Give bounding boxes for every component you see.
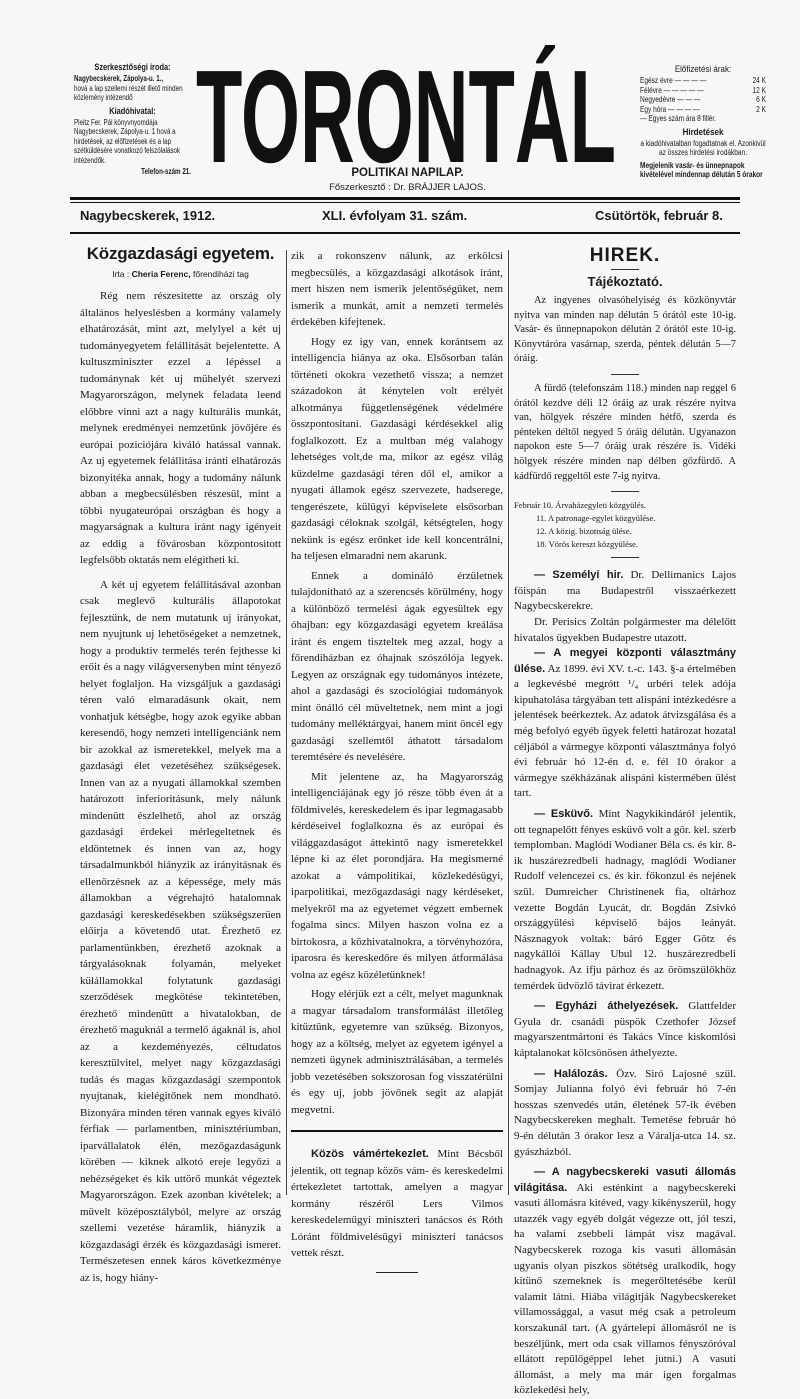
divider (611, 269, 639, 270)
article-paragraph: A két uj egyetem felállitásával azonban csak meglevő kulturális állapotokat fejlesztünk, de nem mutatunk uj irányokat, nem nyujtunk uj lehetőségeket a nemzetnek, hogy a produktiv termelés terén fejthesse ki erőit és a nagy világversenyben mint tényező helyet foglaljon. Ha vizsgáljuk a gazdasági téren való elmaradásunk okait, nem vonhatjuk kétségbe, hogy azok egyike abban keresendő, hogy nemzeti intelligenciánk nem bir azokkal az ismeretekkel, melyek ma a gazdasági élet vezetéséhez szükségesek. Innen van az a nyugati államokkal szemben határozott inferioritásunk, mely nálunk mindenütt észlelhető, ahol az ország gazdasági érdekei mérlegeltetnek és eldöntetnek és innen van az, hogy társadalmunkból hiányzik az irányitásnak és ellenőrzésnek az a képessége, mely más államokban a végrehajtó hatalomnak gazdasági kereskedésekben szükségszerüen előirja a követendő utat. Érezhető ez parlamentünkben, érezhető azoknak a tárgyalásoknak folyamán, melyeket külállamokkal folytatunk gazdasági szerződések megkötése tekintetében, érezhető mindenütt a hivatalokban, de érezhető maguknál a termelő ágaknál is, ahol az a kezdeményezés, céltudatos keresztülvitel, melyet nagy közgazdasági tudás és magas közgazdasági szempontok nyujtanak, kielégitőnek nem mondható. Bizonyára minden téren vannak egyes kiváló férfiak — parlamentben, minisztériumban, iparvállalatok élén, mezőgazdaságunk körében — kiknek alkotó ereje legyőzi a nehézségeket és kik uttörő munkát végeztek Magyarországon. Ezek azonban kivételek; a müvelt középosztályból, melyre az ország szellemi vezetése háramlik, hiányzik a közgazdasági érzék és közgazdasági ismeret. Természetesen ennek káros következménye az is, hogy hiány- (80, 578, 281, 1284)
ads-text: a kiadóhivatalban fogadtatnak el. Azonkivül az összes hirdetési irodákban. (640, 138, 766, 157)
news-item-county-committee: — A megyei központi választmány ülése. Az 1899. évi XV. t.-c. 143. §-a értelmében a legkevésbé megrótt ¹/₄ urbéri telek adója kipuhatolása tárgyában tett alispáni intézkedésre a jelentések beérkeztek. Az adatok átvizsgálása és a még befolyó egyéb ügyek feletti határozat hozatal céljából a vármegye központi választmánya folyó évi február hó 12-én d. e. fél 10 órakor a vármegye székházának alispáni kistermében ülést tart. (514, 647, 736, 800)
news-item-vamertekezlet: Közös vámértekezlet. Mint Bécsből jelentik, ott tegnap közös vám- és kereskedelmi értekezletet tartottak, amelyen a magyar kormány részéről Lers Vilmos kereskedelemügyi miniszteri tanácsos és Róth Lóránt földmivelésügyi miniszteri tanácsos vettek részt. (291, 1148, 503, 1259)
price-row: Félévre — — — — — 12 K (640, 85, 766, 95)
event-schedule (514, 499, 736, 551)
news-section-title: HIREK. (589, 245, 661, 266)
article-column-2 (291, 248, 503, 1273)
article-column-1 (80, 246, 281, 1286)
end-rule (376, 1272, 418, 1273)
news-item-station-lighting: — A nagybecskereki vasuti állomás világitása. Aki esténkint a nagybecskereki vasuti állomásra kitéved, vagy kikényszerül, hogy utazzék vagy egyéb dolgát végezze ott, jól teszi, ha valami zsebbeli lámpát visz magával. Nagybecskerek rozoga kis vasuti állomásán ugyanis olyan piszkos sötétség uralkodik, hogy kitünő szemeknek is megerőltetésébe kerül valamit látni. Hiába világitják Nagybecskereket villamossággal, a vasut még csak a petroleum korszakunál tart. (A gyártelepi állomásról ne is beszéljünk, mert oda csak villamos fényszóróval ellátott repülőgéppel lehet jutni.) A vasuti állomást, a mely ma már igen forgalmas közlekedési hely, (514, 1166, 736, 1397)
price-row: Egy hóra — — — — 2 K (640, 104, 766, 114)
column-divider (286, 250, 287, 1195)
event-item: 12. A közig. bizottság ülése. (536, 526, 632, 537)
phone-number: Telefon-szám 21. (141, 167, 191, 176)
article-byline: Irta : Cheria Ferenc, főrendiházi tag (112, 268, 249, 279)
office-title: Szerkesztőségi iroda: (94, 62, 171, 73)
event-item: Február 10. Árvaházegyleti közgyülés. (514, 500, 646, 511)
office-text: hová a lap szellemi részét illető minden közlemény intézendő (74, 83, 183, 102)
editorial-office-box (74, 62, 191, 177)
info-title: Tájékoztató. (587, 273, 663, 289)
article-paragraph: Rég nem részesitette az ország oly általános helyeslésben a kormány valamely elhatározását, mint azt, melylyel a két uj tudományegyetem felállitását bejelentette. A kultuszminiszter ezzel a lépéssel a tudománynak két uj mühelyét szervezi Magyarországon, melynek feladata leend előbbre vinni azt a nagy kulturális munkát, melynek eredményei nemzetünk jövőjére és európai poziciójára kiváló hatással vannak. Az uj egyetemek felállitása iránti elhatározás bizonyitéka annak, hogy a tudomány nálunk abban a megbecsülésben részesül, mint a többi nyugateurópai országban és hogy a magyarságnak a kultura iránt nagy igényeit az eddig a fővárosban központositott legfelsőbb oktatás nem elégitheti ki. (80, 290, 281, 566)
masthead-logo (194, 44, 620, 166)
news-item-death: — Halálozás. Özv. Siró Lajosné szül. Somjay Julianna folyó évi február hó 7-én hosszas szenvedés után, életének 57-ik évében Nagybecskereken meghalt. Temetése február hó 9-én délután 3 órakor lesz a Váralja-utca 14. sz. gyászházból. (514, 1067, 736, 1158)
dateline-place-year: Nagybecskerek, 1912. (80, 208, 216, 223)
divider (611, 374, 639, 375)
masthead-title: TORONTÁL (196, 44, 616, 166)
event-item: 18. Vörös kereszt közgyülése. (536, 539, 639, 550)
info-paragraph-library: Az ingyenes olvasóhelyiség és közkönyvtár nyitva van minden nap délután 5 órától este 10-ig. Vasár- és ünnepnapokon délután 2 órától este 10-ig. Könyvtárórа vasárnap, szerda, péntek délután 5—7 óráig. (514, 295, 736, 365)
subscription-box (640, 64, 766, 180)
author-name: Cheria Ferenc, (131, 268, 191, 279)
article-paragraph: Mit jelentene az, ha Magyarország intelligenciájának egy jó része több éven át a földmivelés, kereskedelem és ipar legmagasabb kérdéseivel foglalkozna és az európai és világgazdaságot áttekintő nagy ismeretekkel lépne ki az élet porondjára. Ha megismerné azokat a vámpolitikai, közlekedésügyi, iparpolitikai, mezőgazdasági nagy kérdéseket, melyekről ma az egyetemet végzett embernek fogalma sincs. Milyen haszon volna ez a birtokosra, a közhivatalnokra, a törvényhozóra, iparosra és kereskedőre és milyen átformálása volna az egész közéletünknek! (291, 770, 503, 981)
header-double-rule (70, 197, 740, 200)
news-item-church-transfers: — Egyházi áthelyezések. Glattfelder Gyula dr. csanádi püspök Czethofer József magyarszentmártoni és Takács Vince kiskomlósi káptalanokat kölcsönösen áthelyezte. (514, 1000, 736, 1059)
news-item-personal-2: Dr. Perisics Zoltán polgármester ma délelőtt hivatalos ügyekben Budapestre utazott. (514, 615, 736, 644)
article-title: Közgazdasági egyetem. (86, 244, 275, 263)
article-paragraph: Ennek a domináló érzületnek tulajdonitható az a szerencsés körülmény, hogy a különböző termelési ágak egyesültek egy óhajban: egy közgazdasági egyetem kreálása iránt és engem tiszteltek meg azzal, hogy a főrendiházban ez óhajnak szószólója legyek. Legyen az országnak egy tudományos intézete, ahol a gazdasági és szociológiai tudományok mint önálló cél müveltetnek, nem mint a jogi tudomány melléktárgyai, hanem mint öncél egy gazdasági szellemtől áthatott társadalom teremtésére és nevelésére. (291, 569, 503, 763)
news-item-wedding: — Esküvő. Mint Nagykikindáról jelentik, ott tegnapelőtt fényes esküvő volt a gör. kel. szerb templomban. Maglódi Wodianer Béla cs. és kir. 8-ik huszárezredbeli hadnagy, maglódi Wodianer Rudolf velencezei cs. és kir. főkonzul és nejének szül. Dumreicher Christinenek fia, oltárhoz vezette Bogdán Lyucát, dr. Bogdán Zsivkó országgyülési képviselő bájos leányát. Násznagyok voltak: báró Egger Götz és nagykállói Kállay Ubul 12. huszárezredbeli hadnagyok. Az ifju párhoz és az örömszülőkhöz temérdek üdvözlő távirat érkezett. (514, 808, 736, 992)
divider (611, 557, 639, 558)
event-item: 11. A patronage-egylet közgyülése. (536, 513, 656, 524)
publication-schedule: Megjelenik vasár- és ünnepnapok kivételével mindennap délután 5 órakor (640, 160, 763, 179)
dateline-date: Csütörtök, február 8. (595, 208, 723, 223)
article-paragraph: Hogy ez igy van, ennek korántsem az intelligencia hiánya az oka. Elsősorban talán történeti okokra vezethető vissza; a nemzet századokon át kénytelen volt erélyét alkotmánya függetlenségének védelmére összpontositani. Gazdasági kérdésekkel alig foglalkozott. Ez a multban még valahogy lehetséges volt,de ma, mikor az egész világ küzdelme gazdasági téren dől el, amikor a nyugati államok egész szervezete, hadserege, tengerészete, külügyi képviselete elsősorban gazdasági céloknak szolgál, kétségtelen, hogy nekünk is egész erőnket ide kell koncentrálni, ha teljesen elmaradni nem akarunk. (291, 335, 503, 562)
divider (611, 491, 639, 492)
masthead-subtitle: POLITIKAI NAPILAP. (351, 167, 464, 179)
info-paragraph-bath: A fürdő (telefonszám 118.) minden nap reggel 6 órától kezdve déli 12 óráig az urak részére nyitva van, hölgyek részére minden hétfő, szerda és pénteken déltől negyed 5 óráig délután. Ugyanazon napokon este 5—7 óráig urak részére is. Vidéki hölgyek részére minden nap délben gőzfürdő. A kádfürdő reggeltől este 7-ig nyitva. (514, 382, 736, 482)
section-separator (291, 1130, 503, 1132)
ads-title: Hirdetések (682, 126, 724, 138)
column-divider (508, 250, 509, 1195)
dateline-rule (70, 232, 740, 234)
publisher-text: Pleitz Fer. Pál könyvnyomdája Nagybecskerek, Zápolya-u. 1 hová a hirdetések, az előfizetések és a lap szétküldésére vonatkozó felszólalások intézendők. (74, 117, 181, 165)
editor-in-chief: Főszerkesztő : Dr. BRÁJJER LAJOS. (329, 182, 486, 193)
publisher-title: Kiadóhivatal: (109, 105, 156, 117)
header-double-rule-thin (70, 202, 740, 203)
news-item-personal: — Személyi hir. Dr. Dellimanics Lajos főispán ma Budapestről visszaérkezett Nagybecskerekre. (514, 569, 737, 613)
prices-title: Előfizetési árak: (674, 64, 732, 75)
article-paragraph: zik a rokonszenv nálunk, az erkölcsi megbecsülés, a közgazdasági alkotások iránt, mert hiszen nem ismerik jelentőségüket, nem ismerik a munkát, amit a nemzeti termelés érdekében kifejtenek. (291, 250, 503, 328)
news-column (514, 246, 736, 1399)
single-price: — Egyes szám ára 8 fillér. (640, 114, 717, 123)
dateline-issue: XLI. évfolyam 31. szám. (322, 208, 468, 223)
price-row: Egész évre — — — — 24 K (640, 76, 766, 85)
office-address: Nagybecskerek, Zápolya-u. 1., (74, 74, 164, 83)
price-row: Negyedévre — — — 6 K (640, 95, 766, 104)
article-paragraph: Hogy elérjük ezt a célt, melyet magunknak a magyar társadalom transformálást illetőleg kitüztünk, egyetemre van szükség. Bizonyos, hogy az a költség, melyet az egyetem igényel a nemzeti ügynek adminisztrálásában, a termelés jobb vezetésében sokszorosan fog visszatérülni és egy uj, jobb jövőnek segit az alapját megvetni. (291, 988, 503, 1116)
